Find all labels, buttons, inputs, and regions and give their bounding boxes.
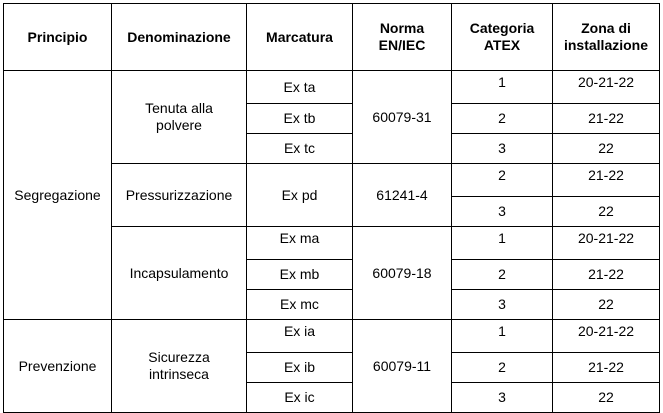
principio-prevenzione: Prevenzione: [4, 320, 112, 413]
denominazione-pressurizzazione: Pressurizzazione: [112, 164, 247, 227]
marcatura-cell: Ex ic: [247, 383, 353, 413]
categoria-cell: 2: [452, 164, 553, 197]
zona-cell: 20-21-22: [553, 227, 660, 260]
denominazione-sicurezza-line1: Sicurezza: [148, 349, 210, 365]
categoria-cell: 3: [452, 134, 553, 164]
header-zona-line2: installazione: [563, 37, 649, 53]
categoria-cell: 2: [452, 104, 553, 134]
marcatura-cell: Ex tc: [247, 134, 353, 164]
header-principio: Principio: [4, 4, 112, 71]
marcatura-cell: Ex tb: [247, 104, 353, 134]
marcatura-cell: Ex mc: [247, 290, 353, 320]
header-denominazione: Denominazione: [112, 4, 247, 71]
norma-tenuta: 60079-31: [353, 71, 452, 164]
zona-cell: 21-22: [553, 260, 660, 290]
categoria-cell: 3: [452, 197, 553, 227]
marcatura-cell: Ex mb: [247, 260, 353, 290]
denominazione-tenuta-line2: polvere: [156, 117, 202, 133]
principio-segregazione: Segregazione: [4, 71, 112, 320]
table-row: [4, 320, 660, 353]
zona-cell: 20-21-22: [553, 320, 660, 353]
zona-cell: 21-22: [553, 104, 660, 134]
marcatura-cell: Ex ib: [247, 353, 353, 383]
categoria-cell: 1: [452, 227, 553, 260]
zona-cell: 21-22: [553, 164, 660, 197]
header-categoria-line1: Categoria: [469, 20, 535, 36]
categoria-cell: 3: [452, 383, 553, 413]
zona-cell: 22: [553, 134, 660, 164]
header-norma: [353, 4, 452, 71]
header-zona-line1: Zona di: [581, 20, 631, 36]
table-row: [4, 71, 660, 104]
header-norma-line2: EN/IEC: [378, 37, 426, 53]
denominazione-tenuta: [112, 71, 247, 164]
categoria-cell: 1: [452, 71, 553, 104]
denominazione-tenuta-line1: Tenuta alla: [145, 100, 213, 116]
zona-cell: 22: [553, 197, 660, 227]
norma-sicurezza: 60079-11: [353, 320, 452, 413]
norma-incapsulamento: 60079-18: [353, 227, 452, 320]
categoria-cell: 2: [452, 260, 553, 290]
denominazione-sicurezza: [112, 320, 247, 413]
header-marcatura: Marcatura: [247, 4, 353, 71]
categoria-cell: 3: [452, 290, 553, 320]
marcatura-cell: Ex ma: [247, 227, 353, 260]
norma-pressurizzazione: 61241-4: [353, 164, 452, 227]
denominazione-incapsulamento: Incapsulamento: [112, 227, 247, 320]
zona-cell: 22: [553, 383, 660, 413]
categoria-cell: 2: [452, 353, 553, 383]
header-zona: [553, 4, 660, 71]
zona-cell: 21-22: [553, 353, 660, 383]
atex-protection-table: [3, 3, 660, 413]
denominazione-sicurezza-line2: intrinseca: [149, 366, 209, 382]
header-row: [4, 4, 660, 71]
marcatura-cell: Ex ia: [247, 320, 353, 353]
header-categoria-line2: ATEX: [483, 37, 521, 53]
zona-cell: 22: [553, 290, 660, 320]
marcatura-cell-pd: Ex pd: [247, 164, 353, 227]
marcatura-cell: Ex ta: [247, 71, 353, 104]
atex-protection-table-wrapper: [3, 3, 660, 413]
header-norma-line1: Norma: [379, 20, 425, 36]
categoria-cell: 1: [452, 320, 553, 353]
zona-cell: 20-21-22: [553, 71, 660, 104]
header-categoria: [452, 4, 553, 71]
